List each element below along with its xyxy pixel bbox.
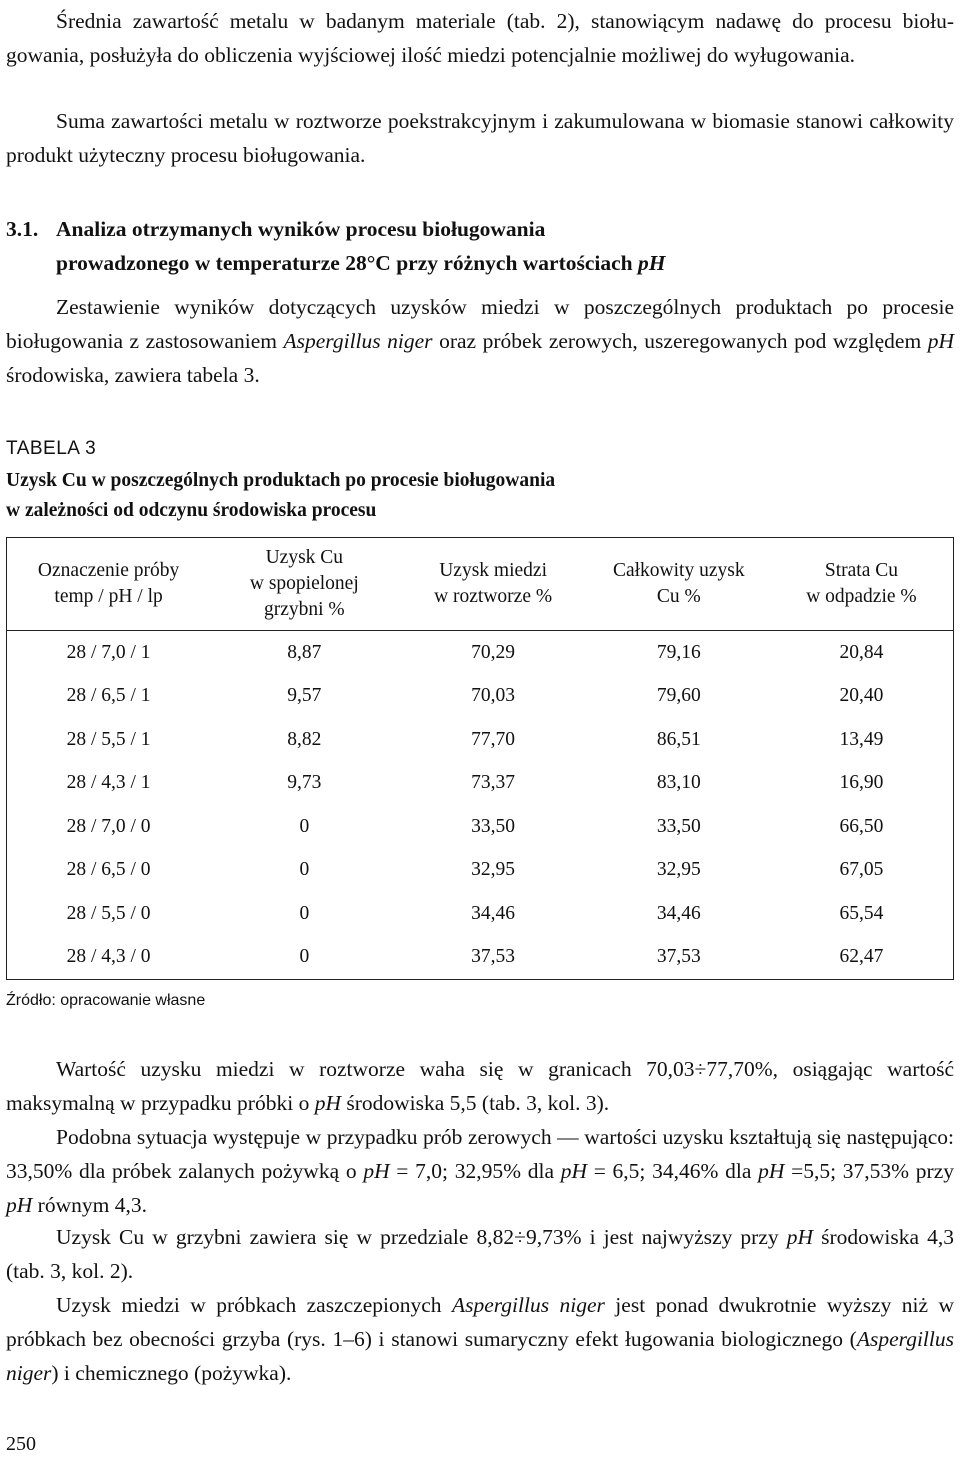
table-row [7, 892, 954, 936]
table-cell: 9,73 [287, 772, 322, 794]
species-name: Aspergillus niger [451, 1293, 605, 1317]
column-header-sample: Oznaczenie próby temp / pH / lp [7, 538, 211, 631]
table-cell: 0 [299, 902, 310, 924]
species-name: Aspergillus niger [283, 329, 433, 353]
table-cell: 20,40 [770, 675, 954, 719]
table-cell: 8,87 [287, 641, 322, 663]
table-cell: 9,57 [287, 685, 322, 707]
paragraph-mycelium-yield: Uzysk Cu w grzybni zawiera się w przedziale 8,82÷9,73% i jest najwyższy przy pH środowiska 4,3 (tab. 3, kol. 2). [6, 1225, 954, 1283]
table-row [7, 849, 954, 893]
table-cell: 8,82 [287, 728, 322, 750]
table-label: TABELA 3 [6, 438, 97, 459]
table-cell: 86,51 [656, 728, 701, 750]
table-row [7, 675, 954, 719]
table-cell: 37,53 [398, 936, 587, 980]
table-cell: 77,70 [471, 728, 516, 750]
table-cell: 79,60 [656, 685, 701, 707]
section-title-line2: prowadzonego w temperaturze 28°C przy różnych wartościach pH [56, 251, 666, 275]
table-cell: 28 / 5,5 / 1 [7, 718, 211, 762]
paragraph-inoculated-samples: Uzysk miedzi w próbkach zaszczepionych Aspergillus niger jest ponad dwukrotnie wyższy niż w próbkach bez obecności grzyba (rys. 1–6) i stanowi sumaryczny efekt ługowania biologicznego (Aspergillus niger) i chemicznego (pożywka). [6, 1293, 954, 1385]
table-cell: 79,16 [656, 641, 701, 663]
table-body [7, 631, 954, 980]
table-header-row [7, 538, 954, 631]
paragraph-total-product: Suma zawartości metalu w roztworze poekstrakcyjnym i zakumulowana w biomasie stanowi całkowity produkt użyteczny procesu bioługowania. [6, 109, 954, 167]
paragraph-table-intro: Zestawienie wyników dotyczących uzysków miedzi w poszczególnych produktach po procesie bioługowania z zastosowaniem Aspergillus niger oraz próbek zerowych, uszeregowanych pod względem pH środowiska, zawiera tabela 3. [6, 295, 954, 387]
table-cell: 28 / 7,0 / 0 [7, 805, 211, 849]
table-row [7, 936, 954, 980]
table-cell: 83,10 [656, 772, 701, 794]
table-row [7, 718, 954, 762]
table-cell: 62,47 [770, 936, 954, 980]
column-header-total-yield: Całkowity uzysk Cu % [588, 538, 770, 631]
column-header-waste-loss: Strata Cu w odpadzie % [770, 538, 954, 631]
results-table [6, 537, 954, 980]
table-cell: 32,95 [656, 859, 701, 881]
table-cell: 16,90 [770, 762, 954, 806]
table-cell: 28 / 4,3 / 0 [7, 936, 211, 980]
paragraph-zero-samples: Podobna sytuacja występuje w przypadku prób zerowych — wartości uzysku kształtują się następująco: 33,50% dla próbek zalanych pożywką o pH = 7,0; 32,95% dla pH = 6,5; 34,46% dla pH =5,5; 37,53% przy pH równym 4,3. [6, 1125, 954, 1217]
column-header-mycelium-yield: Uzysk Cu w spopielonej grzybni % [210, 538, 398, 631]
table-cell: 0 [299, 859, 310, 881]
species-name: Aspergillus niger [6, 1327, 954, 1385]
table-cell: 66,50 [770, 805, 954, 849]
table-row [7, 762, 954, 806]
table-cell: 0 [299, 815, 310, 837]
paragraph-solution-yield: Wartość uzysku miedzi w roztworze waha się w granicach 70,03÷77,70%, osiągając wartość maksymalną w przypadku próbki o pH środowiska 5,5 (tab. 3, kol. 3). [6, 1057, 954, 1115]
table-cell: 33,50 [471, 815, 516, 837]
column-header-solution-yield: Uzysk miedzi w roztworze % [398, 538, 587, 631]
table-cell: 28 / 6,5 / 1 [7, 675, 211, 719]
table-source-note: Źródło: opracowanie własne [6, 992, 206, 1009]
table-caption: Uzysk Cu w poszczególnych produktach po procesie bioługowania w zależności od odczynu środowiska procesu [6, 470, 556, 521]
table-row [7, 805, 954, 849]
table-cell: 28 / 7,0 / 1 [7, 631, 211, 675]
table-cell: 70,29 [471, 641, 516, 663]
table-cell: 33,50 [656, 815, 701, 837]
section-heading [6, 212, 954, 280]
table-cell: 13,49 [770, 718, 954, 762]
table-cell: 73,37 [471, 772, 516, 794]
table-cell: 34,46 [471, 902, 516, 924]
table-cell: 67,05 [770, 849, 954, 893]
table-cell: 0 [210, 936, 398, 980]
table-header [7, 538, 954, 631]
section-number: 3.1. [6, 217, 39, 241]
page-number: 250 [6, 1433, 36, 1455]
table-cell: 28 / 4,3 / 1 [7, 762, 211, 806]
table-cell: 20,84 [770, 631, 954, 675]
table-cell: 37,53 [588, 936, 770, 980]
table-cell: 34,46 [656, 902, 701, 924]
table-row [7, 631, 954, 675]
section-title-line1: Analiza otrzymanych wyników procesu bioługowania [56, 217, 546, 241]
table-cell: 28 / 6,5 / 0 [7, 849, 211, 893]
table-cell: 70,03 [471, 685, 516, 707]
table-cell: 32,95 [471, 859, 516, 881]
table-cell: 65,54 [770, 892, 954, 936]
paragraph-metal-content: Średnia zawartość metalu w badanym materiale (tab. 2), stanowiącym nadawę do procesu bioługowania, posłużyła do obliczenia wyjściowej ilość miedzi potencjalnie możliwej do wyługowania. [6, 9, 954, 67]
table-cell: 28 / 5,5 / 0 [7, 892, 211, 936]
